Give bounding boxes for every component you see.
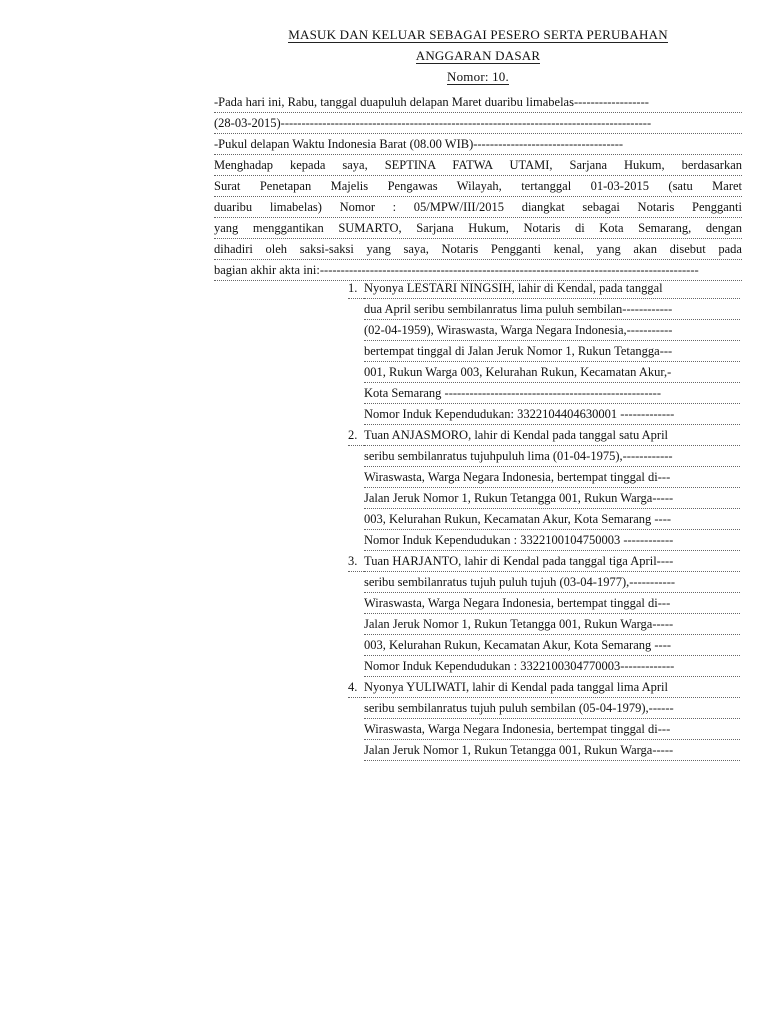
party-line: Wiraswasta, Warga Negara Indonesia, bertempat tinggal di--- [364,467,740,488]
party-line: seribu sembilanratus tujuh puluh sembilan (05-04-1979),------ [364,698,740,719]
deed-title-line-2 [214,48,742,64]
party-line: 003, Kelurahan Rukun, Kecamatan Akur, Kota Semarang ---- [364,635,740,656]
party-item [348,278,740,425]
deed-title-text: MASUK DAN KELUAR SEBAGAI PESERO SERTA PERUBAHAN [288,27,668,42]
party-line: Kota Semarang ---------------------------------------------------- [364,383,740,404]
deed-subtitle-text: ANGGARAN DASAR [415,48,541,63]
party-line: (02-04-1959), Wiraswasta, Warga Negara Indonesia,----------- [364,320,740,341]
party-line: 003, Kelurahan Rukun, Kecamatan Akur, Kota Semarang ---- [364,509,740,530]
party-line: Nomor Induk Kependudukan : 3322100304770003------------- [364,656,740,677]
party-line: dua April seribu sembilanratus lima puluh sembilan------------ [364,299,740,320]
party-number: 3. [348,551,364,572]
preamble-line: Surat Penetapan Majelis Pengawas Wilayah, tertanggal 01-03-2015 (satu Maret [214,176,742,197]
party-line: Jalan Jeruk Nomor 1, Rukun Tetangga 001, Rukun Warga----- [364,740,740,761]
deed-title-line-1 [214,27,742,43]
deed-number-text: Nomor: 10. [447,69,509,84]
party-line: Wiraswasta, Warga Negara Indonesia, bertempat tinggal di--- [364,593,740,614]
preamble-line: bagian akhir akta ini:------------------------------------------------------------------------------------------- [214,260,742,281]
preamble-line: Menghadap kepada saya, SEPTINA FATWA UTAMI, Sarjana Hukum, berdasarkan [214,155,742,176]
preamble-line: (28-03-2015)----------------------------------------------------------------------------------------- [214,113,742,134]
preamble-line: dihadiri oleh saksi-saksi yang saya, Notaris Pengganti kenal, yang akan disebut pada [214,239,742,260]
deed-number [214,69,742,85]
party-line: Nyonya YULIWATI, lahir di Kendal pada tanggal lima April [364,677,740,698]
party-line: bertempat tinggal di Jalan Jeruk Nomor 1, Rukun Tetangga--- [364,341,740,362]
preamble-line: -Pada hari ini, Rabu, tanggal duapuluh delapan Maret duaribu limabelas------------------ [214,92,742,113]
party-line: Nomor Induk Kependudukan: 3322104404630001 ------------- [364,404,740,425]
preamble-line: yang menggantikan SUMARTO, Sarjana Hukum, Notaris di Kota Semarang, dengan [214,218,742,239]
party-line: Jalan Jeruk Nomor 1, Rukun Tetangga 001, Rukun Warga----- [364,488,740,509]
party-number: 2. [348,425,364,446]
party-item [348,551,740,677]
party-line: seribu sembilanratus tujuhpuluh lima (01-04-1975),------------ [364,446,740,467]
party-line: Nyonya LESTARI NINGSIH, lahir di Kendal, pada tanggal [364,278,740,299]
party-item [348,425,740,551]
party-number: 1. [348,278,364,299]
party-item [348,677,740,761]
party-line: Tuan ANJASMORO, lahir di Kendal pada tanggal satu April [364,425,740,446]
party-line: Tuan HARJANTO, lahir di Kendal pada tanggal tiga April---- [364,551,740,572]
preamble-line: -Pukul delapan Waktu Indonesia Barat (08.00 WIB)------------------------------------ [214,134,742,155]
party-line: Wiraswasta, Warga Negara Indonesia, bertempat tinggal di--- [364,719,740,740]
party-line: Nomor Induk Kependudukan : 3322100104750003 ------------ [364,530,740,551]
preamble-line: duaribu limabelas) Nomor : 05/MPW/III/2015 diangkat sebagai Notaris Pengganti [214,197,742,218]
party-line: Jalan Jeruk Nomor 1, Rukun Tetangga 001, Rukun Warga----- [364,614,740,635]
party-number: 4. [348,677,364,698]
parties-list [348,278,740,761]
party-line: seribu sembilanratus tujuh puluh tujuh (03-04-1977),----------- [364,572,740,593]
preamble-block [214,92,742,281]
party-line: 001, Rukun Warga 003, Kelurahan Rukun, Kecamatan Akur,- [364,362,740,383]
